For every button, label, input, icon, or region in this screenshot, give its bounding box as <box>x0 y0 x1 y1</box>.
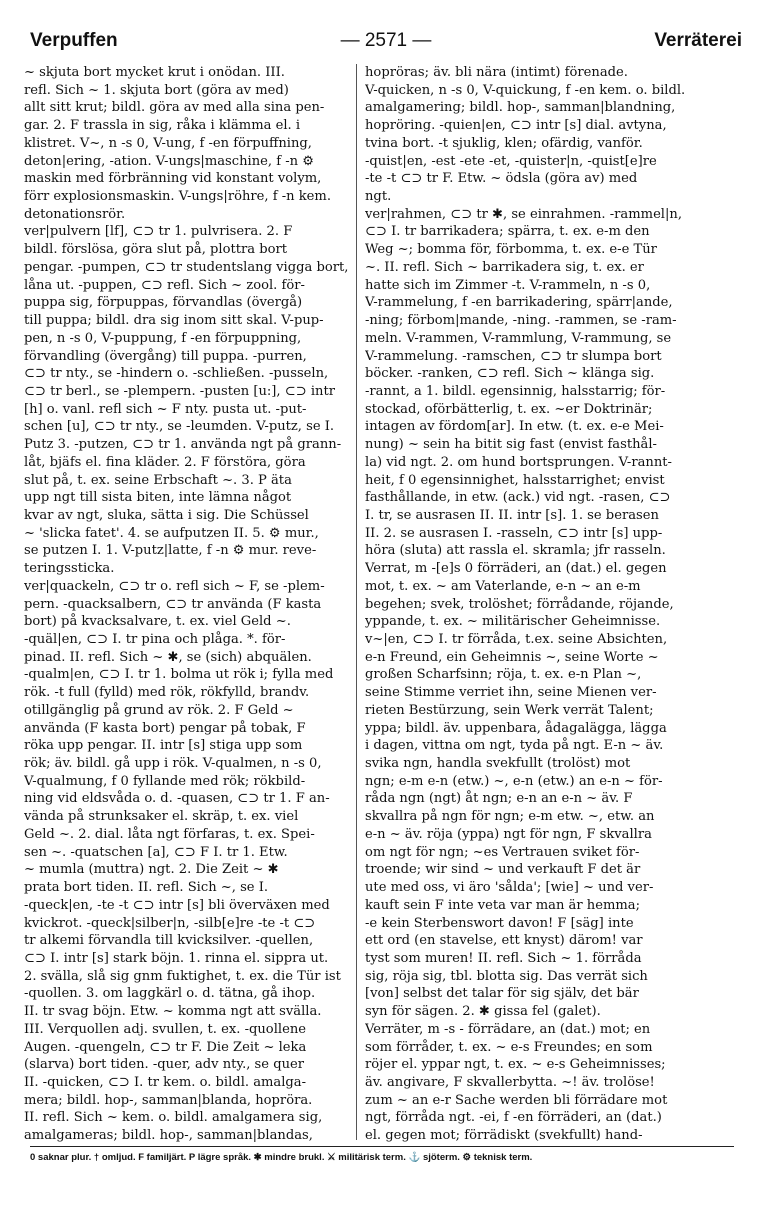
text-line: ver|pulvern [lf], ⊂⊃ tr 1. pulvrisera. 2. F <box>24 224 293 240</box>
text-line: II. refl. Sich ~ kem. o. bildl. amalgamera sig, <box>24 1110 323 1126</box>
text-line: böcker. -ranken, ⊂⊃ refl. Sich ~ klänga sig. <box>365 366 655 382</box>
text-line: bildl. förslösa, göra slut på, plottra bort <box>24 242 288 258</box>
text-line: höra (sluta) att rassla el. skramla; jfr rasseln. <box>365 543 666 559</box>
text-line: V-qualmung, f 0 fyllande med rök; rökbild- <box>24 773 306 789</box>
text-line: -quollen. 3. om laggkärl o. d. tätna, gå ihop. <box>24 986 316 1002</box>
text-line: amalgamering; bildl. hop-, samman|blandning, <box>365 100 676 116</box>
text-line: intagen av fördom[ar]. In etw. (t. ex. e-e Mei- <box>365 419 664 435</box>
text-line: som förråder, t. ex. ~ e-s Freundes; en som <box>365 1039 653 1055</box>
text-line: ⊂⊃ tr berl., se -plempern. -pusten [u:], ⊂⊃ intr <box>24 383 335 399</box>
text-line: tyst som muren! II. refl. Sich ~ 1. förråda <box>365 950 642 966</box>
footer-legend: 0 saknar plur. † omljud. F familjärt. P lägre språk. ✱ mindre brukl. ⚔ militärisk term. ⚓ sjöterm. ⚙ teknisk term. <box>30 1152 533 1163</box>
text-line: troende; wir sind ~ und verkauft F det är <box>365 862 641 878</box>
text-line: Weg ~; bomma för, förbomma, t. ex. e-e Tür <box>365 242 657 258</box>
text-line: seine Stimme verriet ihn, seine Mienen ver- <box>365 685 657 701</box>
text-line: puppa sig, förpuppas, förvandlas (övergå) <box>24 295 303 311</box>
left-column <box>24 64 364 1145</box>
text-line: otillgänglig på grund av rök. 2. F Geld ~ <box>24 702 294 718</box>
text-line: III. Verquollen adj. svullen, t. ex. -quollene <box>24 1021 306 1037</box>
text-line: ute med oss, vi äro 'sålda'; [wie] ~ und ver- <box>365 880 654 896</box>
footer-rule <box>30 1146 734 1147</box>
text-line: mera; bildl. hop-, samman|blanda, hopröra. <box>24 1092 313 1108</box>
text-line: ~ skjuta bort mycket krut i onödan. III. <box>24 65 285 80</box>
text-line: meln. V-rammen, V-rammlung, V-rammung, se <box>365 330 672 346</box>
text-line: upp ngt till sista biten, inte lämna något <box>24 490 292 506</box>
text-line: rök. -t full (fylld) med rök, rökfylld, brandv. <box>24 685 310 701</box>
text-line: ~ mumla (muttra) ngt. 2. Die Zeit ~ ✱ <box>24 862 279 878</box>
text-line: Augen. -quengeln, ⊂⊃ tr F. Die Zeit ~ leka <box>24 1039 307 1055</box>
text-line: till puppa; bildl. dra sig inom sitt skal. V-pup- <box>24 313 324 329</box>
text-line: slut på, t. ex. seine Erbschaft ~. 3. P äta <box>24 472 292 488</box>
text-line: sen ~. -quatschen [a], ⊂⊃ F I. tr 1. Etw. <box>24 844 288 860</box>
text-line: ngt. <box>365 189 392 205</box>
text-line: hopröring. -quien|en, ⊂⊃ intr [s] dial. avtyna, <box>365 118 667 134</box>
text-line: ngn; e-m e-n (etw.) ~, e-n (etw.) an e-n ~ för- <box>365 773 663 789</box>
text-line: hatte sich im Zimmer -t. V-rammeln, n -s 0, <box>365 277 651 293</box>
text-line: hopröras; äv. bli nära (intimt) förenade. <box>365 65 628 80</box>
text-line: (slarva) bort tiden. -quer, adv nty., se quer <box>24 1057 305 1073</box>
right-column <box>365 64 705 1145</box>
text-line: Verräter, m -s - förrädare, an (dat.) mot; en <box>365 1021 651 1037</box>
column-divider <box>356 64 357 1140</box>
text-line: stockad, oförbätterlig, t. ex. ~er Doktrinär; <box>365 401 653 417</box>
text-line: allt sitt krut; bildl. göra av med alla sina pen- <box>24 100 325 116</box>
text-line: v~|en, ⊂⊃ I. tr förråda, t.ex. seine Absichten, <box>365 632 668 647</box>
text-line: mot, t. ex. ~ am Vaterlande, e-n ~ an e-m <box>365 578 641 594</box>
text-line: låt, bjäfs el. fina kläder. 2. F förstöra, göra <box>24 454 306 470</box>
text-line: pengar. -pumpen, ⊂⊃ tr studentslang vigga bort, <box>24 259 349 275</box>
text-line: schen [u], ⊂⊃ tr nty., se -leumden. V-putz, se I. <box>24 419 335 435</box>
text-line: syn för sägen. 2. ✱ gissa fel (galet). <box>365 1004 601 1020</box>
text-line: om ngt för ngn; ~es Vertrauen sviket för- <box>365 844 640 860</box>
text-line: gar. 2. F trassla in sig, råka i klämma el. i <box>24 118 301 134</box>
text-line: heit, f 0 egensinnighet, halsstarrighet; envist <box>365 472 665 488</box>
text-line: -rannt, a 1. bildl. egensinnig, halsstarrig; för- <box>365 383 666 399</box>
text-line: V-rammelung. -ramschen, ⊂⊃ tr slumpa bort <box>365 348 662 364</box>
text-line: kvar av ngt, sluka, sätta i sig. Die Schüssel <box>24 507 309 523</box>
text-line: kauft sein F inte veta var man är hemma; <box>365 897 641 913</box>
text-line: amalgameras; bildl. hop-, samman|blandas, <box>24 1128 313 1144</box>
text-line: II. tr svag böjn. Etw. ~ komma ngt att svälla. <box>24 1004 322 1020</box>
text-line: vända på strunksaker el. skräp, t. ex. viel <box>24 809 299 825</box>
text-line: använda (F kasta bort) pengar på tobak, F <box>24 720 306 736</box>
text-line: refl. Sich ~ 1. skjuta bort (göra av med) <box>24 82 289 98</box>
text-line: ~ 'slicka fatet'. 4. se aufputzen II. 5. ⚙ mur., <box>24 525 319 541</box>
text-line: la) vid ngt. 2. om hund bortsprungen. V-rannt- <box>365 454 672 470</box>
text-line: låna ut. -puppen, ⊂⊃ refl. Sich ~ zool. för- <box>24 277 305 293</box>
text-line: el. gegen mot; förrädiskt (svekfullt) hand- <box>365 1128 643 1144</box>
text-line: äv. angivare, F skvallerbytta. ~! äv. trolöse! <box>365 1074 655 1090</box>
text-line: röjer el. yppar ngt, t. ex. ~ e-s Geheimnisses; <box>365 1057 666 1073</box>
text-line: maskin med förbränning vid konstant volym, <box>24 171 322 187</box>
text-line: pern. -quacksalbern, ⊂⊃ tr använda (F kasta <box>24 596 322 612</box>
text-line: [h] o. vanl. refl sich ~ F nty. pusta ut. -put- <box>24 401 307 417</box>
header-right-guideword: Verräterei <box>654 30 742 51</box>
text-line: Putz 3. -putzen, ⊂⊃ tr 1. använda ngt på grann- <box>24 437 342 453</box>
text-line: e-n ~ äv. röja (yppa) ngt för ngn, F skvallra <box>365 826 652 842</box>
text-line: ⊂⊃ I. intr [s] stark böjn. 1. rinna el. sippra ut. <box>24 950 329 966</box>
text-line: ⊂⊃ I. tr barrikadera; spärra, t. ex. e-m den <box>365 224 650 240</box>
text-line: Verrat, m -[e]s 0 förräderi, an (dat.) el. gegen <box>365 561 667 577</box>
text-line: tvina bort. -t sjuklig, klen; ofärdig, vanför. <box>365 135 643 151</box>
text-line: yppa; bildl. äv. uppenbara, ådagalägga, lägga <box>365 720 667 736</box>
text-line: e-n Freund, ein Geheimnis ~, seine Worte ~ <box>365 649 659 665</box>
text-line: II. -quicken, ⊂⊃ I. tr kem. o. bildl. amalga- <box>24 1074 307 1090</box>
text-line: II. 2. se ausrasen I. -rasseln, ⊂⊃ intr [s] upp- <box>365 525 663 541</box>
text-line: I. tr, se ausrasen II. II. intr [s]. 1. se berasen <box>365 507 659 523</box>
text-line: fasthållande, in etw. (ack.) vid ngt. -rasen, ⊂⊃ <box>365 490 671 506</box>
page-number: — 2571 — <box>340 30 432 51</box>
text-line: -e kein Sterbenswort davon! F [säg] inte <box>365 915 634 931</box>
text-line: skvallra på ngn för ngn; e-m etw. ~, etw. an <box>365 809 655 825</box>
text-line: -te -t ⊂⊃ tr F. Etw. ~ ödsla (göra av) med <box>365 171 638 187</box>
text-line: råda ngn (ngt) åt ngn; e-n an e-n ~ äv. F <box>365 791 633 807</box>
text-line: zum ~ an e-r Sache werden bli förrädare mot <box>365 1092 668 1108</box>
text-line: pen, n -s 0, V-puppung, f -en förpuppning, <box>24 330 302 346</box>
text-line: yppande, t. ex. ~ militärischer Geheimnisse. <box>365 614 661 630</box>
text-line: 2. svälla, slå sig gnm fuktighet, t. ex. die Tür ist <box>24 968 341 984</box>
text-line: tr alkemi förvandla till kvicksilver. -quellen, <box>24 933 314 949</box>
text-line: se putzen I. 1. V-putz|latte, f -n ⚙ mur. reve- <box>24 543 317 559</box>
text-line: ning vid eldsvåda o. d. -quasen, ⊂⊃ tr 1. F an- <box>24 791 330 807</box>
text-line: V-quicken, n -s 0, V-quickung, f -en kem. o. bildl. <box>365 82 686 98</box>
text-line: ⊂⊃ tr nty., se -hindern o. -schließen. -pusseln, <box>24 366 329 382</box>
text-line: förvandling (övergång) till puppa. -purren, <box>24 348 307 364</box>
text-line: -queck|en, -te -t ⊂⊃ intr [s] bli överväxen med <box>24 897 330 913</box>
text-line: ngt, förråda ngt. -ei, f -en förräderi, an (dat.) <box>365 1110 662 1126</box>
text-line: pinad. II. refl. Sich ~ ✱, se (sich) abquälen. <box>24 649 312 665</box>
text-line: förr explosionsmaskin. V-ungs|röhre, f -n kem. <box>24 189 332 205</box>
header-left-guideword: Verpuffen <box>30 30 118 51</box>
text-line: [von] selbst det talar för sig själv, det bär <box>365 986 639 1002</box>
text-line: nung) ~ sein ha bitit sig fast (envist fasthål- <box>365 437 657 453</box>
text-line: i dagen, vittna om ngt, tyda på ngt. E-n ~ äv. <box>365 738 664 754</box>
text-line: V-rammelung, f -en barrikadering, spärr|ande, <box>365 295 673 311</box>
text-line: ett ord (en stavelse, ett knyst) därom! var <box>365 933 643 949</box>
text-line: -qualm|en, ⊂⊃ I. tr 1. bolma ut rök i; fylla med <box>24 667 334 683</box>
text-line: großen Scharfsinn; röja, t. ex. e-n Plan ~, <box>365 667 642 683</box>
text-line: klistret. V~, n -s 0, V-ung, f -en förpuffning, <box>24 135 312 151</box>
text-line: -quist|en, -est -ete -et, -quister|n, -quist[e]re <box>365 153 657 169</box>
text-line: -quäl|en, ⊂⊃ I. tr pina och plåga. *. för- <box>24 632 286 647</box>
text-line: Geld ~. 2. dial. låta ngt förfaras, t. ex. Spei- <box>24 826 315 842</box>
text-line: ver|rahmen, ⊂⊃ tr ✱, se einrahmen. -rammel|n, <box>365 206 683 222</box>
text-line: sig, röja sig, tbl. blotta sig. Das verrät sich <box>365 968 648 984</box>
text-line: detonationsrör. <box>24 206 126 222</box>
text-line: -ning; förbom|mande, -ning. -rammen, se -ram- <box>365 313 677 329</box>
text-line: rök; äv. bildl. gå upp i rök. V-qualmen, n -s 0, <box>24 756 322 772</box>
text-line: rieten Bestürzung, sein Werk verrät Talent; <box>365 702 654 718</box>
text-line: svika ngn, handla svekfullt (trolöst) mot <box>365 756 631 772</box>
text-line: begehen; svek, trolöshet; förrådande, röjande, <box>365 596 674 612</box>
text-line: bort) på kvacksalvare, t. ex. viel Geld ~. <box>24 614 291 630</box>
text-line: ver|quackeln, ⊂⊃ tr o. refl sich ~ F, se -plem- <box>24 578 325 594</box>
page-header <box>30 30 742 58</box>
text-line: deton|ering, -ation. V-ungs|maschine, f -n ⚙ <box>24 153 314 169</box>
text-line: kvickrot. -queck|silber|n, -silb[e]re -te -t ⊂⊃ <box>24 915 316 931</box>
text-line: röka upp pengar. II. intr [s] stiga upp som <box>24 738 303 754</box>
text-line: teringssticka. <box>24 561 115 577</box>
text-line: ~. II. refl. Sich ~ barrikadera sig, t. ex. er <box>365 259 644 275</box>
text-line: prata bort tiden. II. refl. Sich ~, se I. <box>24 880 269 896</box>
